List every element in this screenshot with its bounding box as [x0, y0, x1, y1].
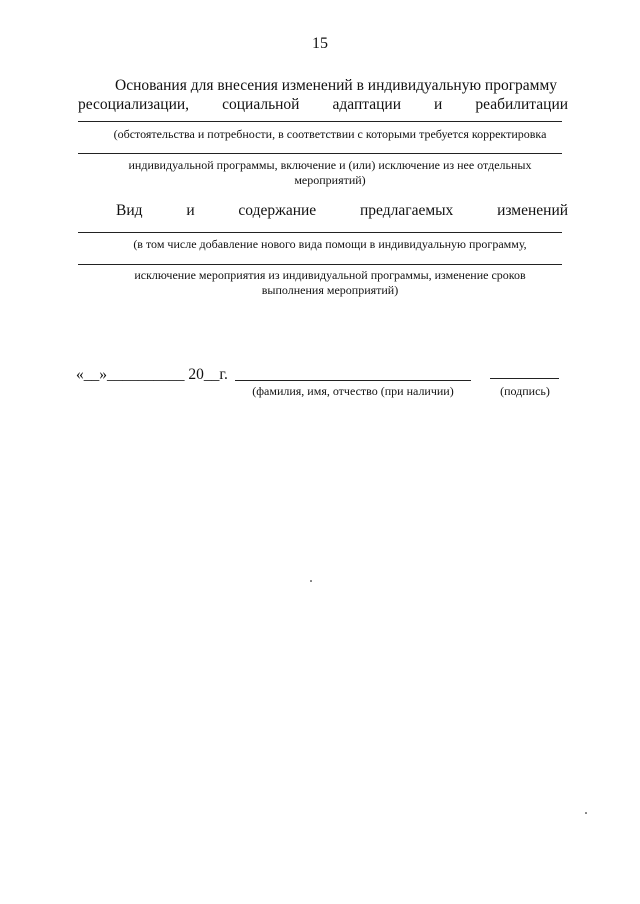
changes-word: Вид	[116, 202, 143, 219]
changes-word: изменений	[497, 202, 569, 219]
changes-fill-line-1	[78, 232, 562, 233]
basis-word: адаптации	[332, 96, 401, 113]
basis-word: реабилитации	[475, 96, 569, 113]
date-field[interactable]: «__»__________ 20__г.	[76, 366, 228, 383]
basis-fill-line-2	[78, 153, 562, 154]
name-caption: (фамилия, имя, отчество (при наличии)	[252, 384, 454, 398]
basis-heading-line2	[78, 95, 568, 115]
name-signature-line[interactable]	[235, 380, 471, 381]
basis-caption-line2: индивидуальной программы, включение и (или) исключение из нее отдельных	[128, 158, 532, 172]
changes-heading	[116, 201, 568, 221]
basis-word: социальной	[222, 96, 300, 113]
scan-speck	[585, 812, 587, 814]
changes-word: предлагаемых	[359, 202, 454, 219]
changes-caption-line3: выполнения мероприятий)	[261, 283, 399, 297]
page-number: 15	[312, 35, 328, 52]
changes-word: и	[186, 202, 195, 219]
changes-fill-line-2	[78, 264, 562, 265]
basis-fill-line-1	[78, 121, 562, 122]
sign-caption: (подпись)	[500, 384, 550, 398]
basis-word: и	[434, 96, 443, 113]
basis-caption-line1: (обстоятельства и потребности, в соответствии с которыми требуется корректировка	[113, 127, 547, 141]
basis-caption-line3: мероприятий)	[294, 173, 366, 187]
changes-caption-line2: исключение мероприятия из индивидуальной программы, изменение сроков	[134, 268, 526, 282]
signature-line[interactable]	[490, 378, 559, 379]
basis-word: ресоциализации,	[78, 96, 190, 113]
scan-speck	[310, 580, 312, 582]
changes-caption-line1: (в том числе добавление нового вида помощи в индивидуальную программу,	[133, 237, 527, 251]
basis-heading-line1: Основания для внесения изменений в индивидуальную программу	[115, 77, 558, 94]
changes-word: содержание	[238, 202, 317, 219]
